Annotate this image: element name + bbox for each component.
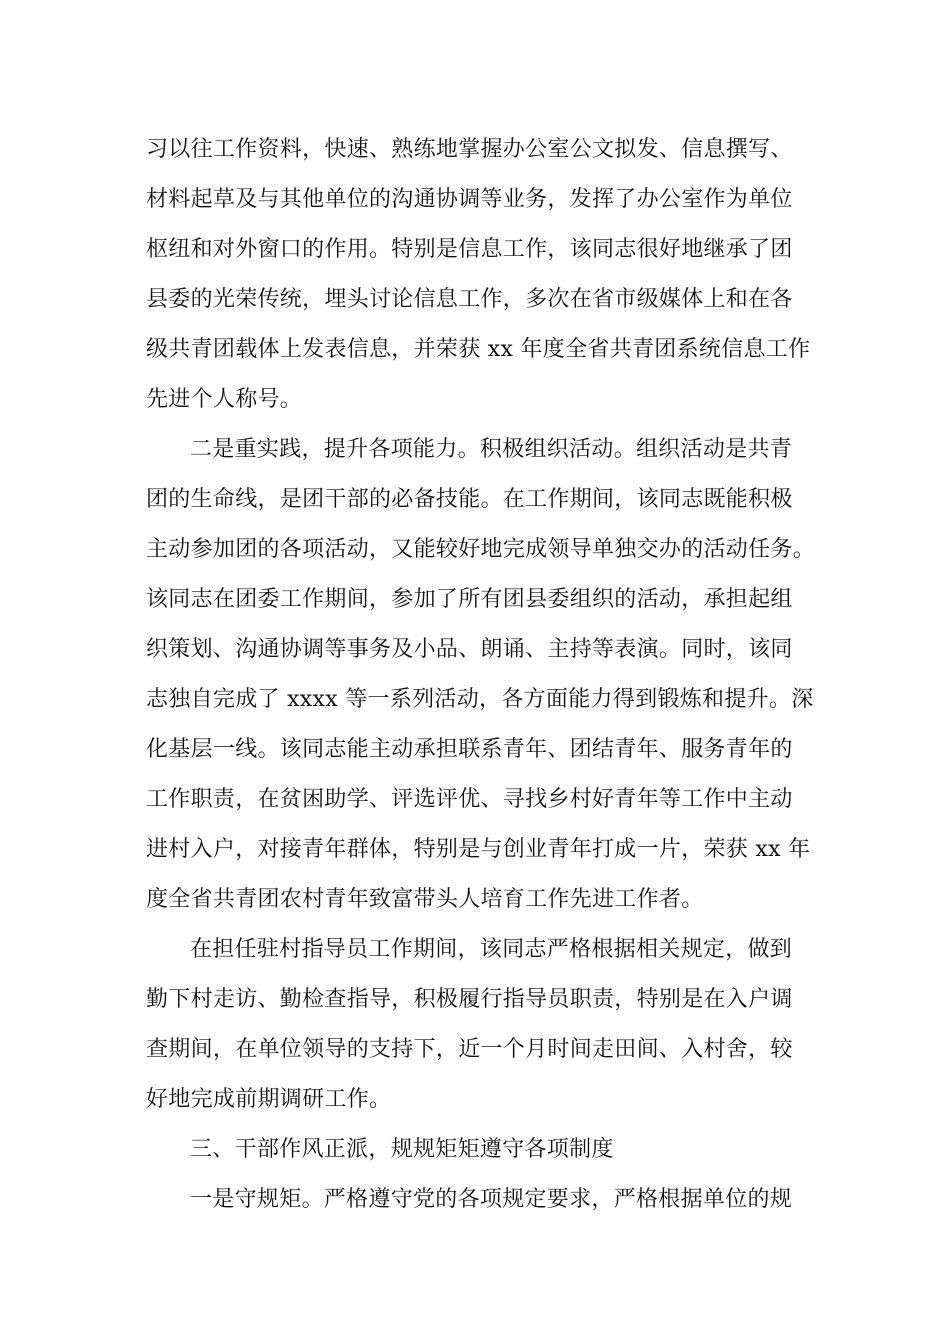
text-line: 材料起草及与其他单位的沟通协调等业务，发挥了办公室作为单位 [146, 187, 793, 212]
text-line: 县委的光荣传统，埋头讨论信息工作，多次在省市级媒体上和在各 [146, 287, 793, 312]
text-line: 度全省共青团农村青年致富带头人培育工作先进工作者。 [146, 887, 704, 912]
text-line: 勤下村走访、勤检查指导，积极履行指导员职责，特别是在入户调 [146, 987, 793, 1012]
text-line: 主动参加团的各项活动，又能较好地完成领导单独交办的活动任务。 [146, 537, 816, 562]
text-line: 枢纽和对外窗口的作用。特别是信息工作，该同志很好地继承了团 [146, 237, 793, 262]
text-line: 先进个人称号。 [146, 387, 303, 412]
text-line: 团的生命线，是团干部的必备技能。在工作期间，该同志既能积极 [146, 487, 793, 512]
text-line: 志独自完成了 xxxx 等一系列活动，各方面能力得到锻炼和提升。深 [146, 687, 814, 712]
text-line: 级共青团载体上发表信息，并荣获 xx 年度全省共青团系统信息工作 [146, 337, 811, 362]
text-line: 化基层一线。该同志能主动承担联系青年、团结青年、服务青年的 [146, 737, 793, 762]
text-line: 习以往工作资料，快速、熟练地掌握办公室公文拟发、信息撰写、 [146, 137, 793, 162]
text-line: 工作职责，在贫困助学、评选评优、寻找乡村好青年等工作中主动 [146, 787, 793, 812]
text-line: 查期间，在单位领导的支持下，近一个月时间走田间、入村舍，较 [146, 1037, 793, 1062]
text-line: 好地完成前期调研工作。 [146, 1087, 392, 1112]
paragraph-first-line: 在担任驻村指导员工作期间，该同志严格根据相关规定，做到 [190, 937, 793, 962]
text-line: 织策划、沟通协调等事务及小品、朗诵、主持等表演。同时，该同 [146, 637, 793, 662]
text-line: 进村入户，对接青年群体，特别是与创业青年打成一片，荣获 xx 年 [146, 837, 811, 862]
section-heading: 三、干部作风正派，规规矩矩遵守各项制度 [190, 1137, 614, 1162]
paragraph-first-line: 一是守规矩。严格遵守党的各项规定要求，严格根据单位的规 [190, 1187, 793, 1212]
paragraph-first-line: 二是重实践，提升各项能力。积极组织活动。组织活动是共青 [190, 437, 793, 462]
text-line: 该同志在团委工作期间，参加了所有团县委组织的活动，承担起组 [146, 587, 793, 612]
